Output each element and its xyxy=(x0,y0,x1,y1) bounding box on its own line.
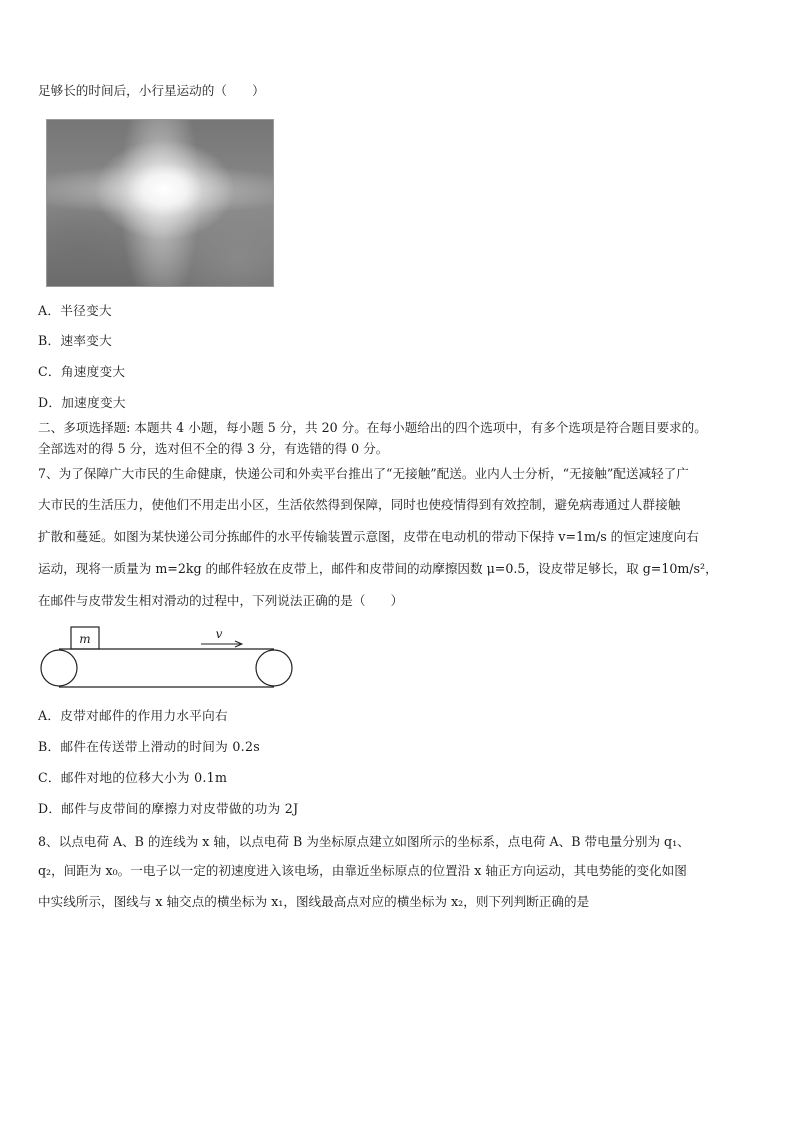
mass-label: m xyxy=(79,632,91,646)
q7-stem-line-5: 在邮件与皮带发生相对滑动的过程中，下列说法正确的是（ ） xyxy=(38,593,404,608)
q7-stem-line-4: 运动，现将一质量为 m=2kg 的邮件轻放在皮带上，邮件和皮带间的动摩擦因数 μ=0.5，设皮带足够长，取 g=10m/s²， xyxy=(38,561,718,576)
q6-option-a: A．半径变大 xyxy=(38,303,112,318)
q7-stem-line-3: 扩散和蔓延。如图为某快递公司分拣邮件的水平传输装置示意图，皮带在电动机的带动下保持 v=1m/s 的恒定速度向右 xyxy=(38,529,699,544)
q7-option-d: D．邮件与皮带间的摩擦力对皮带做的功为 2J xyxy=(38,801,299,816)
velocity-label: v xyxy=(215,627,223,641)
q7-option-c: C．邮件对地的位移大小为 0.1m xyxy=(38,770,228,785)
q8-stem-line-2: q₂，间距为 x₀。一电子以一定的初速度进入该电场，由靠近坐标原点的位置沿 x 轴正方向运动，其电势能的变化如图 xyxy=(38,863,687,878)
q6-option-c: C．角速度变大 xyxy=(38,364,126,379)
q7-option-b: B．邮件在传送带上滑动的时间为 0.2s xyxy=(38,739,261,754)
conveyor-belt-diagram xyxy=(38,624,298,690)
q6-option-d: D．加速度变大 xyxy=(38,395,126,410)
right-pulley xyxy=(256,650,292,686)
asteroid-photo xyxy=(46,119,274,287)
q6-stem-end: 足够长的时间后，小行星运动的（ ） xyxy=(38,83,265,98)
q7-stem-line-1: 7、为了保障广大市民的生命健康，快递公司和外卖平台推出了“无接触”配送。业内人士分析，“无接触”配送减轻了广 xyxy=(38,466,689,481)
q8-stem-line-1: 8、以点电荷 A、B 的连线为 x 轴，以点电荷 B 为坐标原点建立如图所示的坐标系，点电荷 A、B 带电量分别为 q₁、 xyxy=(38,834,690,849)
q7-option-a: A．皮带对邮件的作用力水平向右 xyxy=(38,708,228,723)
left-pulley xyxy=(41,650,77,686)
section-two-heading: 二、多项选择题: 本题共 4 小题，每小题 5 分，共 20 分。在每小题给出的四个选项中，有多个选项是符合题目要求的。 xyxy=(38,420,707,435)
q8-stem-line-3: 中实线所示，图线与 x 轴交点的横坐标为 x₁，图线最高点对应的横坐标为 x₂，则下列判断正确的是 xyxy=(38,894,590,909)
q7-stem-line-2: 大市民的生活压力，使他们不用走出小区，生活依然得到保障，同时也使疫情得到有效控制，避免病毒通过人群接触 xyxy=(38,497,681,512)
q6-option-b: B．速率变大 xyxy=(38,333,113,348)
section-two-scoring: 全部选对的得 5 分，选对但不全的得 3 分，有选错的得 0 分。 xyxy=(38,441,389,456)
